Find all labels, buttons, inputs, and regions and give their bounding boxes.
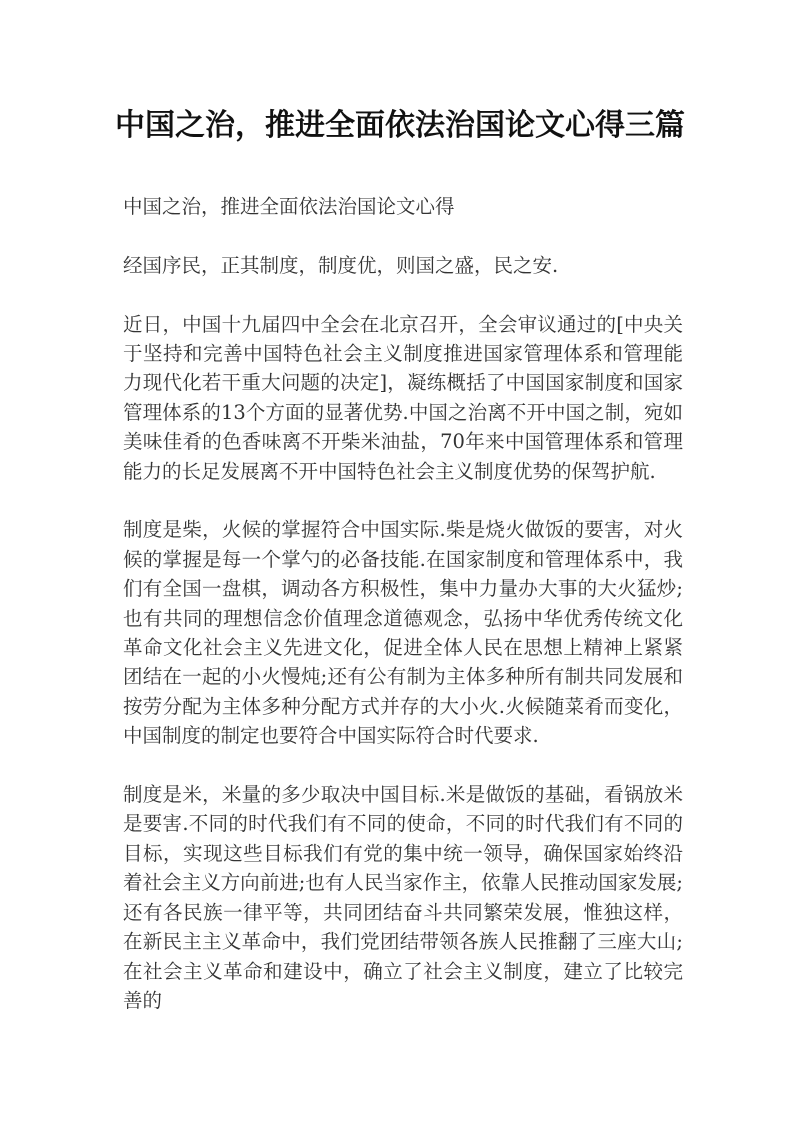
- paragraph-quote: 经国序民，正其制度，制度优，则国之盛，民之安.: [123, 253, 559, 277]
- paragraph-rice: 制度是米，米量的多少取决中国目标.米是做饭的基础，看锅放米是要害.不同的时代我们有不同的使命，不同的时代我们有不同的目标，实现这些目标我们有党的集中统一领导，确保国家始终沿着社会主义方向前进;也有人民当家作主，依靠人民推动国家发展;还有各民族一律平等，共同团结奋斗共同繁荣发展，惟独这样，在新民主主义革命中，我们党团结带领各族人民推翻了三座大山;在社会主义革命和建设中，确立了社会主义制度，建立了比较完善的: [123, 783, 683, 1012]
- paragraph-firewood: 制度是柴，火候的掌握符合中国实际.柴是烧火做饭的要害，对火候的掌握是每一个掌勺的必备技能.在国家制度和管理体系中，我们有全国一盘棋，调动各方积极性，集中力量办大事的大火猛炒;也有共同的理想信念价值理念道德观念，弘扬中华优秀传统文化革命文化社会主义先进文化，促进全体人民在思想上精神上紧紧团结在一起的小火慢炖;还有公有制为主体多种所有制共同发展和按劳分配为主体多种分配方式并存的大小火.火候随菜肴而变化，中国制度的制定也要符合中国实际符合时代要求.: [123, 518, 683, 748]
- document-title: 中国之治，推进全面依法治国论文心得三篇: [115, 108, 685, 143]
- paragraph-intro: 近日，中国十九届四中全会在北京召开，全会审议通过的[中央关于坚持和完善中国特色社会主义制度推进国家管理体系和管理能力现代化若干重大问题的决定]，凝练概括了中国国家制度和国家管理体系的13个方面的显著优势.中国之治离不开中国之制，宛如美味佳肴的色香味离不开柴米油盐，70年来中国管理体系和管理能力的长足发展离不开中国特色社会主义制度优势的保驾护航.: [123, 312, 683, 483]
- document-body: [123, 192, 683, 1015]
- paragraph-subtitle: 中国之治，推进全面依法治国论文心得: [123, 195, 455, 218]
